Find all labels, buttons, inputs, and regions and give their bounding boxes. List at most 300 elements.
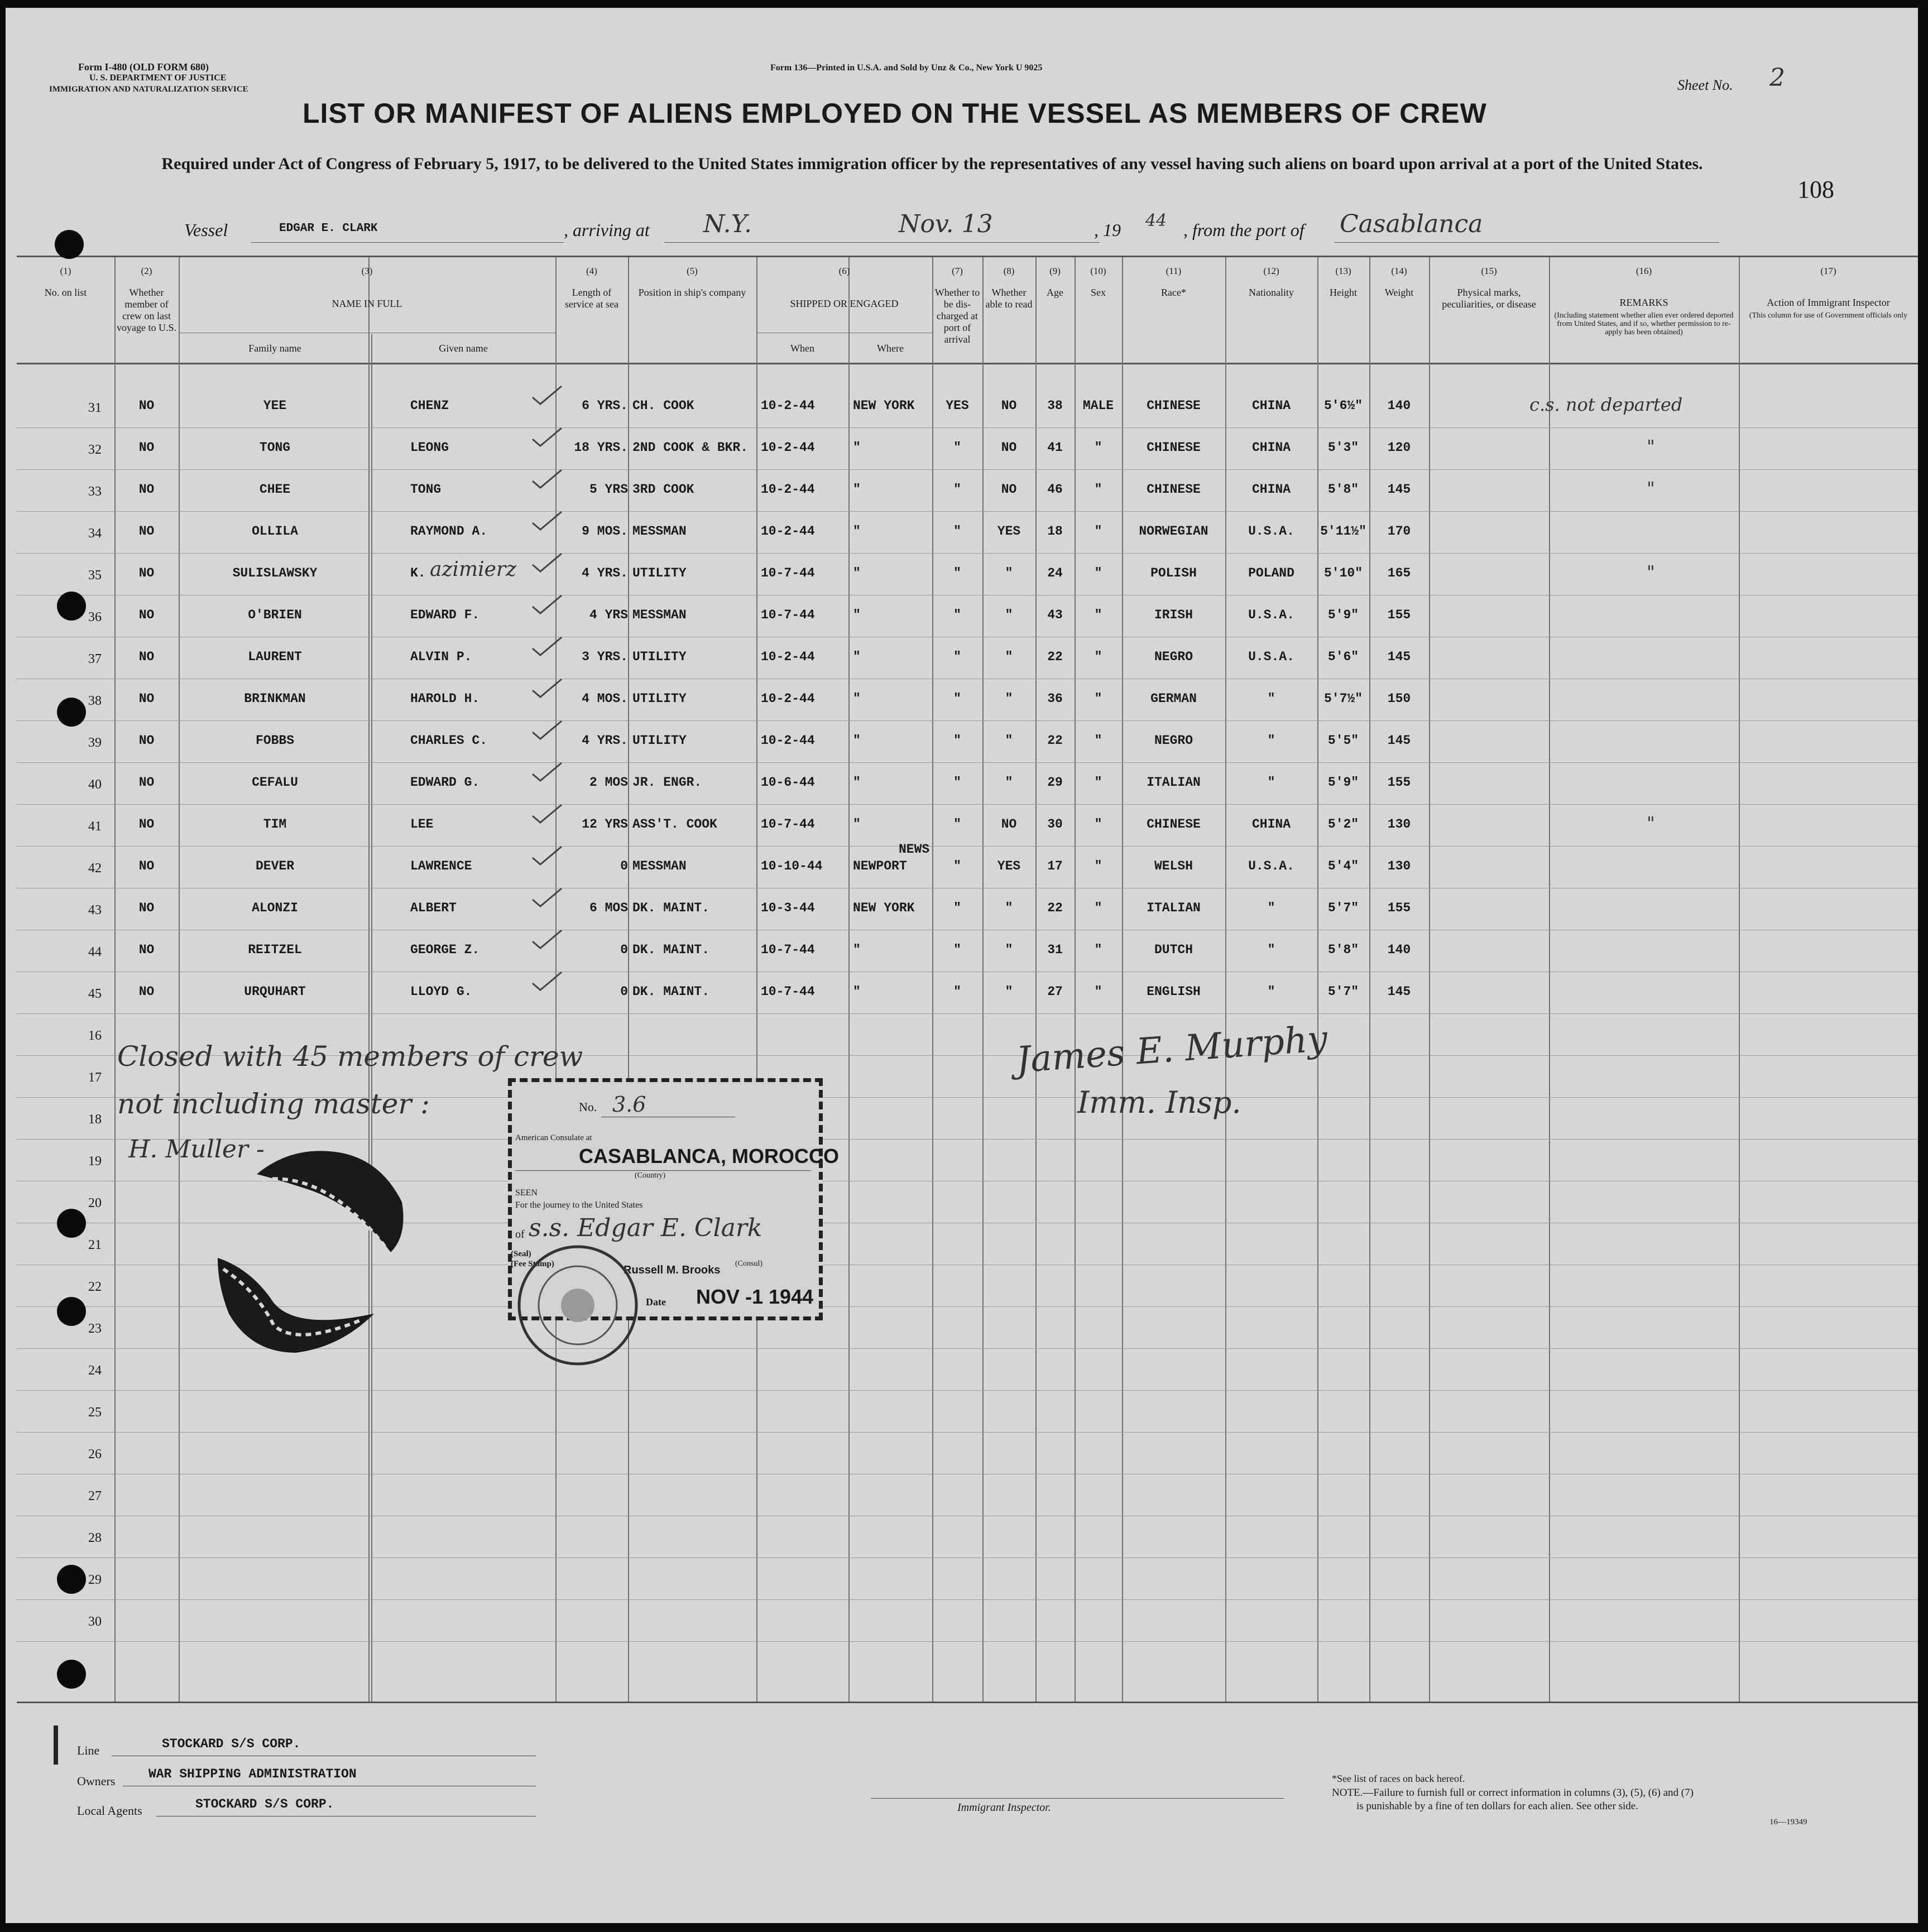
stamp-ship-name: s.s. Edgar E. Clark <box>529 1214 762 1242</box>
page-subtitle: Required under Act of Congress of February 5, 1917, to be delivered to the United States immigration officer by the representatives of any vessel having such aliens on board upon arrival at a port of the United States. <box>161 155 1703 173</box>
cell-where: " <box>853 817 861 832</box>
cell-race: CHINESE <box>1147 398 1201 413</box>
check-mark-icon <box>530 844 564 867</box>
cell-given: TONG <box>410 482 442 497</box>
arrival-year: 44 <box>1145 211 1167 230</box>
column-number: (5) <box>687 266 698 276</box>
consul-label: (Consul) <box>735 1260 762 1268</box>
cell-given: EDWARD G. <box>410 775 480 790</box>
cell-nationality: CHINA <box>1251 440 1291 455</box>
column-header: NAME IN FULL <box>332 298 402 309</box>
form-code: 16—19349 <box>1769 1818 1807 1827</box>
binder-hole <box>57 1565 86 1594</box>
cell-read: " <box>1005 608 1013 622</box>
row-number: 28 <box>88 1531 102 1545</box>
row-number: 44 <box>88 945 102 959</box>
column-divider <box>628 257 629 1702</box>
row-number: 30 <box>88 1614 102 1629</box>
consulate-seal-icon <box>514 1241 642 1369</box>
column-divider <box>1429 257 1430 1702</box>
row-rule <box>17 1432 1918 1433</box>
cell-race: NEGRO <box>1154 650 1193 664</box>
cell-weight: 145 <box>1387 733 1411 748</box>
arriving-label: , arriving at <box>564 220 650 240</box>
cell-age: 36 <box>1047 691 1063 706</box>
cell-read: YES <box>997 524 1021 539</box>
row-rule <box>17 1599 1918 1600</box>
cell-weight: 120 <box>1387 440 1411 455</box>
page-number: 108 <box>1797 176 1834 203</box>
cell-service: 9 MOS. <box>582 524 628 539</box>
column-header: Whether to be dis-charged at port of arrival <box>934 287 980 345</box>
cell-race: IRISH <box>1154 608 1193 622</box>
cell-given: LEE <box>410 817 434 832</box>
column-header: Age <box>1047 287 1063 298</box>
column-divider <box>1739 257 1740 1702</box>
column-divider <box>1317 257 1318 1702</box>
cell-where: " <box>853 943 861 957</box>
cell-race: ENGLISH <box>1147 984 1201 999</box>
cell-age: 24 <box>1047 566 1063 580</box>
column-divider <box>1549 257 1550 1702</box>
cell-weight: 130 <box>1387 817 1411 832</box>
row-rule <box>17 553 1918 554</box>
cell-sex: " <box>1094 566 1102 580</box>
cell-when: 10-2-44 <box>761 733 815 748</box>
column-number: (10) <box>1090 266 1106 276</box>
check-mark-icon <box>530 802 564 825</box>
cell-discharged: " <box>953 482 961 497</box>
cell-read: " <box>1005 691 1013 706</box>
column-subheader: When <box>790 343 814 354</box>
column-divider <box>179 257 180 1702</box>
vessel-name: EDGAR E. CLARK <box>279 222 378 235</box>
column-header: Race* <box>1161 287 1186 298</box>
cell-nationality: " <box>1267 984 1275 999</box>
column-number: (2) <box>141 266 152 276</box>
cell-weight: 165 <box>1387 566 1411 580</box>
column-header: Physical marks, peculiarities, or disease <box>1442 287 1536 310</box>
row-number: 36 <box>88 610 102 624</box>
row-rule <box>17 469 1918 470</box>
manifest-sheet <box>6 8 1918 1923</box>
cell-sex: " <box>1094 524 1102 539</box>
cell-race: GERMAN <box>1150 691 1197 706</box>
cell-height: 5'11½" <box>1320 524 1366 539</box>
cell-position: MESSMAN <box>632 859 687 873</box>
column-subheader: Family name <box>248 343 301 354</box>
row-number: 35 <box>88 568 102 583</box>
row-number: 45 <box>88 987 102 1001</box>
inspector-signature: James E. Murphy <box>1015 1018 1329 1082</box>
check-mark-icon <box>530 886 564 909</box>
cell-where: NEWPORT <box>853 859 907 873</box>
column-header: REMARKS <box>1619 297 1668 308</box>
cell-nationality: CHINA <box>1251 482 1291 497</box>
row-number: 43 <box>88 903 102 917</box>
row-number: 25 <box>88 1405 102 1420</box>
cell-when: 10-3-44 <box>761 901 815 915</box>
row-number: 37 <box>88 652 102 666</box>
column-header: SHIPPED OR ENGAGED <box>790 298 899 309</box>
column-divider <box>1225 257 1226 1702</box>
printer-line: Form 136—Printed in U.S.A. and Sold by Unz & Co., New York U 9025 <box>770 63 1043 73</box>
row-number: 18 <box>88 1112 102 1127</box>
cell-family: O'BRIEN <box>248 608 302 622</box>
cell-nationality: CHINA <box>1251 817 1291 832</box>
cell-read: YES <box>997 859 1021 873</box>
cell-age: 30 <box>1047 817 1063 832</box>
column-number: (16) <box>1636 266 1652 276</box>
cell-family: ALONZI <box>252 901 298 915</box>
from-label: , from the port of <box>1183 220 1304 240</box>
column-number: (7) <box>952 266 963 276</box>
row-number: 33 <box>88 484 102 499</box>
cell-height: 5'7½" <box>1323 691 1363 706</box>
row-rule <box>17 511 1918 512</box>
column-subheader: Given name <box>439 343 488 354</box>
check-mark-icon <box>530 635 564 657</box>
cell-given: LLOYD G. <box>410 984 472 999</box>
cell-last: NO <box>138 608 155 622</box>
owners-value: WAR SHIPPING ADMINISTRATION <box>148 1767 357 1781</box>
consulate-city: CASABLANCA, MOROCCO <box>579 1145 839 1167</box>
cell-given: CHENZ <box>410 398 449 413</box>
embossed-seal-lower <box>207 1247 385 1358</box>
cell-discharged: " <box>953 775 961 790</box>
cell-last: NO <box>138 859 155 873</box>
cell-when: 10-7-44 <box>761 817 815 832</box>
cell-weight: 130 <box>1387 859 1411 873</box>
check-mark-icon <box>530 426 564 448</box>
cell-last: NO <box>138 398 155 413</box>
fee-stamp-label: (Fee Stamp) <box>511 1260 554 1268</box>
column-header-note: (This column for use of Government officials only <box>1749 311 1908 320</box>
cell-age: 22 <box>1047 901 1063 915</box>
row-number: 19 <box>88 1154 102 1169</box>
cell-when: 10-6-44 <box>761 775 815 790</box>
cell-last: NO <box>138 775 155 790</box>
cell-service: 4 YRS. <box>582 733 628 748</box>
cell-given: ALBERT <box>410 901 457 915</box>
check-mark-icon <box>530 761 564 783</box>
column-number: (1) <box>60 266 71 276</box>
cell-sex: " <box>1094 943 1102 957</box>
cell-position: DK. MAINT. <box>632 943 710 957</box>
owners-label: Owners <box>77 1774 116 1788</box>
row-number: 34 <box>88 526 102 541</box>
cell-remark: " <box>1647 478 1655 499</box>
cell-given: LAWRENCE <box>410 859 472 873</box>
cell-read: NO <box>1001 398 1017 413</box>
cell-nationality: " <box>1267 775 1275 790</box>
cell-given: K. <box>410 566 426 580</box>
vessel-label: Vessel <box>184 220 228 240</box>
consulate-label: American Consulate at <box>515 1133 592 1142</box>
cell-weight: 140 <box>1387 943 1411 957</box>
consul-name: Russell M. Brooks <box>624 1264 721 1276</box>
inspector-title: Imm. Insp. <box>1077 1085 1241 1120</box>
cell-last: NO <box>138 901 155 915</box>
column-header: Sex <box>1091 287 1106 298</box>
cell-where: " <box>853 482 861 497</box>
cell-discharged: " <box>953 733 961 748</box>
column-header: No. on list <box>44 287 87 298</box>
cell-remark: c.s. not departed <box>1529 394 1683 415</box>
cell-read: " <box>1005 984 1013 999</box>
column-number: (13) <box>1335 266 1351 276</box>
cell-age: 29 <box>1047 775 1063 790</box>
row-rule <box>17 804 1918 805</box>
cell-last: NO <box>138 566 155 580</box>
check-mark-icon <box>530 719 564 741</box>
cell-remark: " <box>1647 436 1655 457</box>
cell-position: DK. MAINT. <box>632 984 710 999</box>
cell-position: MESSMAN <box>632 524 687 539</box>
agents-value: STOCKARD S/S CORP. <box>195 1797 334 1811</box>
column-divider <box>368 257 370 1702</box>
cell-sex: " <box>1094 650 1102 664</box>
of-label: of <box>515 1228 525 1241</box>
cell-sex: MALE <box>1082 398 1114 413</box>
column-number: (6) <box>838 266 850 276</box>
cell-when: 10-10-44 <box>761 859 823 873</box>
column-number: (17) <box>1820 266 1836 276</box>
row-number: 16 <box>88 1029 102 1043</box>
cell-read: " <box>1005 566 1013 580</box>
cell-weight: 150 <box>1387 691 1411 706</box>
cell-given: RAYMOND A. <box>410 524 488 539</box>
cell-height: 5'9" <box>1327 775 1359 790</box>
cell-read: " <box>1005 901 1013 915</box>
column-number: (14) <box>1391 266 1407 276</box>
seen-label: SEEN <box>515 1188 538 1198</box>
cell-race: CHINESE <box>1147 440 1201 455</box>
cell-given: HAROLD H. <box>410 691 480 706</box>
cell-weight: 155 <box>1387 901 1411 915</box>
cell-sex: " <box>1094 859 1102 873</box>
page-title: LIST OR MANIFEST OF ALIENS EMPLOYED ON THE VESSEL AS MEMBERS OF CREW <box>303 98 1487 129</box>
row-rule <box>17 762 1918 763</box>
cell-nationality: U.S.A. <box>1248 524 1294 539</box>
cell-when: 10-7-44 <box>761 566 815 580</box>
cell-where: " <box>853 650 861 664</box>
check-mark-icon <box>530 384 564 406</box>
cell-service: 2 MOS <box>589 775 628 790</box>
cell-discharged: YES <box>946 398 969 413</box>
cell-discharged: " <box>953 440 961 455</box>
column-header: Whether member of crew on last voyage to U.S. <box>117 287 176 333</box>
stamp-date: NOV -1 1944 <box>696 1285 814 1308</box>
column-number: (9) <box>1049 266 1061 276</box>
penalty-note-2: is punishable by a fine of ten dollars for each alien. See other side. <box>1356 1800 1638 1812</box>
column-number: (15) <box>1481 266 1497 276</box>
row-number: 20 <box>88 1196 102 1210</box>
cell-height: 5'10" <box>1323 566 1363 580</box>
cell-height: 5'7" <box>1327 901 1359 915</box>
cell-service: 18 YRS. <box>574 440 628 455</box>
cell-race: ITALIAN <box>1147 901 1201 915</box>
cell-age: 27 <box>1047 984 1063 999</box>
column-header: Weight <box>1384 287 1414 298</box>
cell-family: BRINKMAN <box>244 691 306 706</box>
cell-read: NO <box>1001 482 1017 497</box>
cell-weight: 155 <box>1387 775 1411 790</box>
check-mark-icon <box>530 970 564 992</box>
cell-when: 10-2-44 <box>761 482 815 497</box>
column-header: Length of service at sea <box>565 287 618 310</box>
binder-hole <box>57 1660 86 1689</box>
cell-position: JR. ENGR. <box>632 775 702 790</box>
binder-hole <box>57 1209 86 1238</box>
cell-age: 38 <box>1047 398 1063 413</box>
closed-note-line1: Closed with 45 members of crew <box>117 1040 583 1073</box>
cell-height: 5'9" <box>1327 608 1359 622</box>
cell-where: " <box>853 733 861 748</box>
row-rule <box>17 427 1918 428</box>
cell-nationality: CHINA <box>1251 398 1291 413</box>
cell-nationality: U.S.A. <box>1248 650 1294 664</box>
cell-height: 5'8" <box>1327 943 1359 957</box>
cell-remark: " <box>1647 561 1655 583</box>
check-mark-icon <box>530 551 564 574</box>
stamp-no-value: 3.6 <box>612 1092 646 1117</box>
arrival-date: Nov. 13 <box>899 210 993 238</box>
cell-service: 6 MOS <box>589 901 628 915</box>
sheet-label: Sheet No. <box>1677 77 1733 93</box>
row-number: 24 <box>88 1363 102 1378</box>
cell-last: NO <box>138 691 155 706</box>
check-mark-icon <box>530 510 564 532</box>
cell-weight: 145 <box>1387 650 1411 664</box>
embossed-seal-upper <box>246 1141 413 1258</box>
row-number: 40 <box>88 777 102 792</box>
cell-sex: " <box>1094 482 1102 497</box>
column-header: Position in ship's company <box>638 287 746 298</box>
cell-nationality: " <box>1267 943 1275 957</box>
cell-family: URQUHART <box>244 984 306 999</box>
cell-family: DEVER <box>255 859 294 873</box>
column-subheader: Where <box>877 343 904 354</box>
row-rule <box>17 846 1918 847</box>
column-number: (3) <box>361 266 373 276</box>
row-rule <box>17 1013 1918 1014</box>
cell-when: 10-7-44 <box>761 984 815 999</box>
cell-height: 5'6" <box>1327 650 1359 664</box>
cell-service: 4 MOS. <box>582 691 628 706</box>
cell-weight: 170 <box>1387 524 1411 539</box>
cell-when: 10-2-44 <box>761 398 815 413</box>
row-number: 21 <box>88 1238 102 1252</box>
column-divider <box>932 257 933 1702</box>
cell-height: 5'2" <box>1327 817 1359 832</box>
year-prefix: , 19 <box>1094 220 1121 240</box>
cell-age: 43 <box>1047 608 1063 622</box>
cell-weight: 145 <box>1387 984 1411 999</box>
from-port: Casablanca <box>1340 210 1483 238</box>
immigrant-inspector-label: Immigrant Inspector. <box>957 1801 1051 1814</box>
cell-where: " <box>853 440 861 455</box>
races-note: *See list of races on back hereof. <box>1332 1773 1465 1784</box>
row-rule <box>17 1390 1918 1391</box>
cell-age: 17 <box>1047 859 1063 873</box>
cell-position: UTILITY <box>632 566 687 580</box>
cell-last: NO <box>138 524 155 539</box>
cell-family: REITZEL <box>248 943 302 957</box>
cell-where-top: NEWS <box>899 842 930 857</box>
cell-where: " <box>853 691 861 706</box>
seal-label: (Seal) <box>511 1249 531 1258</box>
line-value: STOCKARD S/S CORP. <box>162 1737 301 1751</box>
cell-given: CHARLES C. <box>410 733 488 748</box>
cell-discharged: " <box>953 650 961 664</box>
binder-hole <box>57 698 86 727</box>
binder-hole <box>57 592 86 621</box>
cell-age: 46 <box>1047 482 1063 497</box>
cell-race: CHINESE <box>1147 482 1201 497</box>
cell-last: NO <box>138 817 155 832</box>
binder-hole <box>55 230 84 259</box>
cell-weight: 145 <box>1387 482 1411 497</box>
closed-note-line2: not including master : <box>117 1088 430 1120</box>
cell-family: TONG <box>259 440 291 455</box>
cell-when: 10-2-44 <box>761 524 815 539</box>
row-number: 17 <box>88 1070 102 1085</box>
cell-height: 5'6½" <box>1323 398 1363 413</box>
cell-where: " <box>853 524 861 539</box>
column-header: Action of Immigrant Inspector <box>1767 297 1890 308</box>
department: U. S. DEPARTMENT OF JUSTICE <box>89 73 227 83</box>
row-rule <box>17 720 1918 721</box>
column-number: (8) <box>1003 266 1015 276</box>
cell-given: EDWARD F. <box>410 608 480 622</box>
cell-nationality: POLAND <box>1248 566 1294 580</box>
cell-where: " <box>853 608 861 622</box>
cell-height: 5'4" <box>1327 859 1359 873</box>
form-number: Form I-480 (OLD FORM 680) <box>78 61 209 73</box>
cell-race: DUTCH <box>1154 943 1193 957</box>
cell-discharged: " <box>953 817 961 832</box>
cell-where: NEW YORK <box>853 398 915 413</box>
row-number: 32 <box>88 443 102 457</box>
cell-service: 0 <box>620 984 628 999</box>
cell-service: 6 YRS. <box>582 398 628 413</box>
cell-family: OLLILA <box>252 524 298 539</box>
master-signature: H. Muller - <box>128 1135 265 1164</box>
column-header: Nationality <box>1249 287 1294 298</box>
check-mark-icon <box>530 593 564 616</box>
row-number: 22 <box>88 1280 102 1294</box>
cell-given: LEONG <box>410 440 449 455</box>
cell-discharged: " <box>953 608 961 622</box>
cell-discharged: " <box>953 859 961 873</box>
cell-service: 3 YRS. <box>582 650 628 664</box>
cell-service: 0 <box>620 943 628 957</box>
cell-discharged: " <box>953 524 961 539</box>
check-mark-icon <box>530 677 564 699</box>
cell-nationality: U.S.A. <box>1248 859 1294 873</box>
cell-position: UTILITY <box>632 733 687 748</box>
cell-age: 22 <box>1047 650 1063 664</box>
column-header: Whether able to read <box>985 287 1033 310</box>
cell-race: NORWEGIAN <box>1139 524 1208 539</box>
cell-age: 31 <box>1047 943 1063 957</box>
cell-last: NO <box>138 440 155 455</box>
journey-label: For the journey to the United States <box>515 1200 643 1210</box>
cell-position: 2ND COOK & BKR. <box>632 440 749 455</box>
cell-weight: 155 <box>1387 608 1411 622</box>
cell-age: 22 <box>1047 733 1063 748</box>
